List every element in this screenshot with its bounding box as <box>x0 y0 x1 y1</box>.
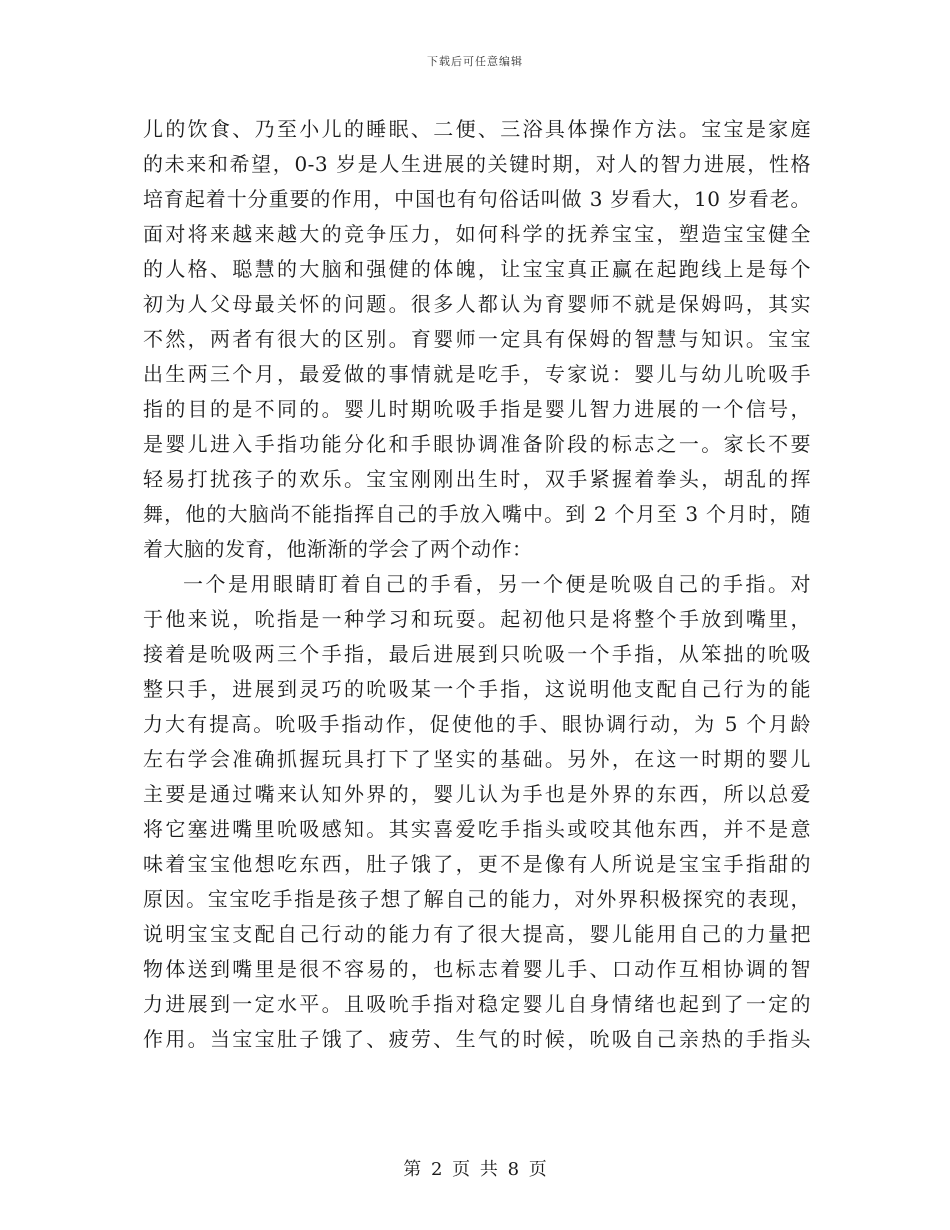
text-line: 左右学会准确抓握玩具打下了坚实的基础。另外，在这一时期的婴儿 <box>143 747 811 771</box>
text-line: 整只手，进展到灵巧的吮吸某一个手指，这说明他支配自己行为的能 <box>143 677 811 701</box>
text-line: 一个是用眼睛盯着自己的手看，另一个便是吮吸自己的手指。对 <box>183 572 811 596</box>
text-line: 出生两三个月，最爱做的事情就是吃手，专家说：婴儿与幼儿吮吸手 <box>143 362 811 386</box>
text-line: 说明宝宝支配自己行动的能力有了很大提高，婴儿能用自己的力量把 <box>143 922 811 946</box>
text-line: 培育起着十分重要的作用，中国也有句俗话叫做 3 岁看大，10 岁看老。 <box>143 187 811 211</box>
text-line: 于他来说，吮指是一种学习和玩耍。起初他只是将整个手放到嘴里， <box>143 607 811 631</box>
text-line: 将它塞进嘴里吮吸感知。其实喜爱吃手指头或咬其他东西，并不是意 <box>143 817 811 841</box>
text-line: 原因。宝宝吃手指是孩子想了解自己的能力，对外界积极探究的表现， <box>143 887 811 911</box>
text-line: 主要是通过嘴来认知外界的，婴儿认为手也是外界的东西，所以总爱 <box>143 782 811 806</box>
page-header: 下载后可任意编辑 <box>427 55 523 68</box>
text-line: 轻易打扰孩子的欢乐。宝宝刚刚出生时，双手紧握着拳头，胡乱的挥 <box>143 467 811 491</box>
text-line: 接着是吮吸两三个手指，最后进展到只吮吸一个手指，从笨拙的吮吸 <box>143 642 811 666</box>
text-line: 物体送到嘴里是很不容易的，也标志着婴儿手、口动作互相协调的智 <box>143 957 811 981</box>
text-line: 的人格、聪慧的大脑和强健的体魄，让宝宝真正赢在起跑线上是每个 <box>143 257 811 281</box>
text-line: 是婴儿进入手指功能分化和手眼协调准备阶段的标志之一。家长不要 <box>143 432 811 456</box>
text-line: 作用。当宝宝肚子饿了、疲劳、生气的时候，吮吸自己亲热的手指头 <box>143 1027 811 1051</box>
text-line: 力进展到一定水平。且吸吮手指对稳定婴儿自身情绪也起到了一定的 <box>143 992 811 1016</box>
text-line: 儿的饮食、乃至小儿的睡眠、二便、三浴具体操作方法。宝宝是家庭 <box>143 117 811 141</box>
text-line: 指的目的是不同的。婴儿时期吮吸手指是婴儿智力进展的一个信号， <box>143 397 811 421</box>
document-body <box>143 112 811 1057</box>
text-line: 的未来和希望，0-3 岁是人生进展的关键时期，对人的智力进展，性格 <box>143 152 811 176</box>
page-number: 第 2 页 共 8 页 <box>403 1159 547 1180</box>
paragraph-2 <box>143 567 811 1057</box>
text-line: 不然，两者有很大的区别。育婴师一定具有保姆的智慧与知识。宝宝 <box>143 327 811 351</box>
text-line: 初为人父母最关怀的问题。很多人都认为育婴师不就是保姆吗，其实 <box>143 292 811 316</box>
text-line: 舞，他的大脑尚不能指挥自己的手放入嘴中。到 2 个月至 3 个月时，随 <box>143 502 811 526</box>
text-line: 力大有提高。吮吸手指动作，促使他的手、眼协调行动，为 5 个月龄 <box>143 712 811 736</box>
text-line: 味着宝宝他想吃东西，肚子饿了，更不是像有人所说是宝宝手指甜的 <box>143 852 811 876</box>
paragraph-1 <box>143 112 811 567</box>
text-line: 着大脑的发育，他渐渐的学会了两个动作： <box>143 537 533 561</box>
text-line: 面对将来越来越大的竞争压力，如何科学的抚养宝宝，塑造宝宝健全 <box>143 222 811 246</box>
